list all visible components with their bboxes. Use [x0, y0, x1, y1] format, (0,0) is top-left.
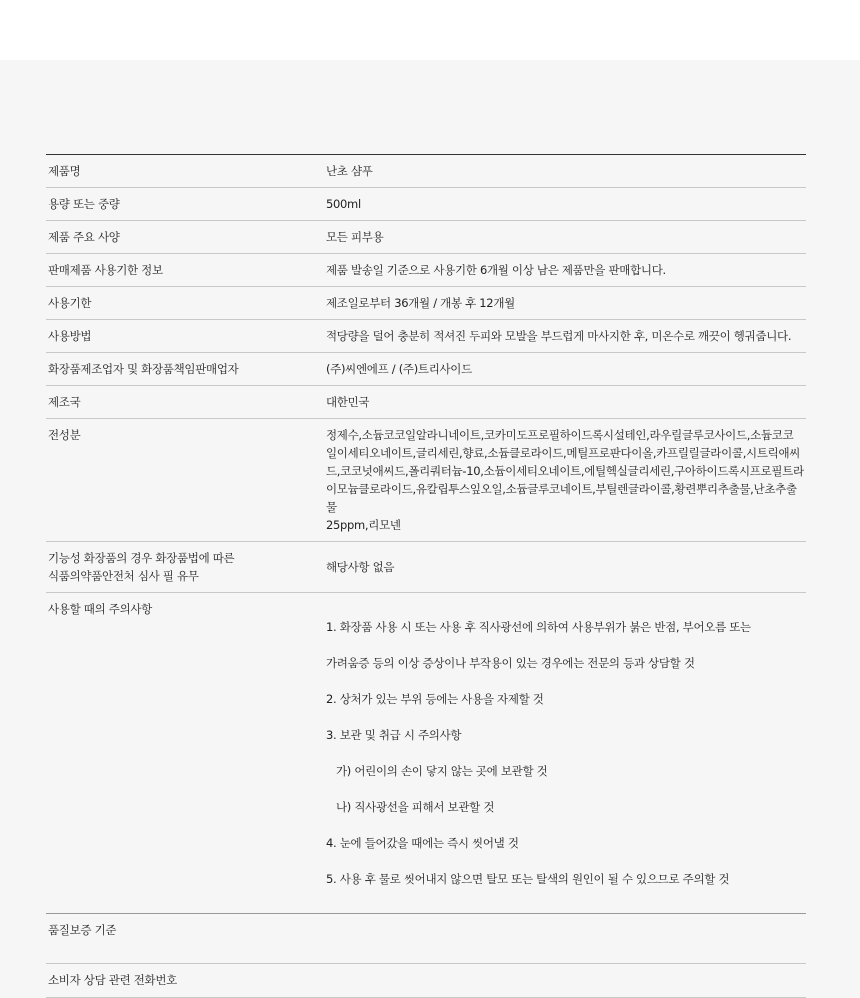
table-row [46, 254, 806, 287]
table-row [46, 419, 806, 542]
caution-line: 1. 화장품 사용 시 또는 사용 후 직사광선에 의하여 사용부위가 붉은 반점, 부어오름 또는 [326, 620, 751, 634]
row-value [326, 964, 806, 997]
product-info-table [46, 154, 806, 998]
table-row [46, 287, 806, 320]
row-value: 적당량을 덜어 충분히 적셔진 두피와 모발을 부드럽게 마사지한 후, 미온수로 깨끗이 헹궈줍니다. [326, 329, 792, 343]
row-value: 500ml [326, 197, 361, 211]
row-value: 대한민국 [326, 395, 370, 409]
caution-line: 5. 사용 후 물로 씻어내지 않으면 탈모 또는 탈색의 원인이 될 수 있으므로 주의할 것 [326, 872, 730, 886]
table-row [46, 155, 806, 188]
row-label: 사용기한 [48, 296, 92, 310]
row-label: 기능성 화장품의 경우 화장품법에 따른 식품의약품안전처 심사 필 유무 [48, 551, 235, 583]
row-value: 난초 샴푸 [326, 164, 373, 178]
table-row [46, 188, 806, 221]
table-row [46, 386, 806, 419]
caution-line: 4. 눈에 들어갔을 때에는 즉시 씻어낼 것 [326, 836, 519, 850]
table-row [46, 914, 806, 964]
row-value: 제품 발송일 기준으로 사용기한 6개월 이상 남은 제품만을 판매합니다. [326, 263, 666, 277]
row-label: 사용할 때의 주의사항 [48, 602, 152, 616]
row-label: 제품명 [48, 164, 81, 178]
row-label: 제조국 [48, 395, 81, 409]
row-value [326, 914, 806, 963]
row-label: 사용방법 [48, 329, 92, 343]
row-value: 제조일로부터 36개월 / 개봉 후 12개월 [326, 296, 515, 310]
table-row [46, 964, 806, 998]
row-label: 용량 또는 중량 [48, 197, 120, 211]
table-row [46, 221, 806, 254]
top-bar [0, 0, 860, 60]
caution-line: 가려움증 등의 이상 증상이나 부작용이 있는 경우에는 전문의 등과 상담할 것 [326, 656, 695, 670]
table-row [46, 593, 806, 914]
row-label: 전성분 [48, 428, 81, 442]
row-value: 모든 피부용 [326, 230, 384, 244]
caution-line: 가) 어린이의 손이 닿지 않는 곳에 보관할 것 [336, 764, 548, 778]
row-label: 판매제품 사용기한 정보 [48, 263, 163, 277]
caution-line: 2. 상처가 있는 부위 등에는 사용을 자제할 것 [326, 692, 544, 706]
row-value-cautions [326, 593, 806, 913]
table-row [46, 320, 806, 353]
table-row [46, 542, 806, 593]
row-label: 소비자 상담 관련 전화번호 [48, 973, 177, 987]
row-value: (주)씨엔에프 / (주)트리사이드 [326, 362, 472, 376]
table-row [46, 353, 806, 386]
row-label: 제품 주요 사양 [48, 230, 120, 244]
caution-line: 나) 직사광선을 피해서 보관할 것 [336, 800, 495, 814]
row-label: 화장품제조업자 및 화장품책임판매업자 [48, 362, 239, 376]
caution-line: 3. 보관 및 취급 시 주의사항 [326, 728, 462, 742]
row-value: 해당사항 없음 [326, 560, 395, 574]
row-label: 품질보증 기준 [48, 923, 117, 937]
row-value-ingredients: 정제수,소듐코코일알라니네이트,코카미도프로필하이드록시설테인,라우릴글루코사이드,소듐코코 일이세티오네이트,글리세린,향료,소듐클로라이드,메틸프로판다이올,카프릴릴글라이콜,시트릭애씨 드,코코넛애씨드,폴리쿼터늄-10,소듐이세티오네이트,에틸헥실글리세린,구아하이드록시프로필트라 이모늄클로라이드,유칼립투스잎오일,소듐글루코네이트,부틸렌글라이콜,황련뿌리추출물,난초추출물 25ppm,리모넨 [326, 428, 804, 532]
